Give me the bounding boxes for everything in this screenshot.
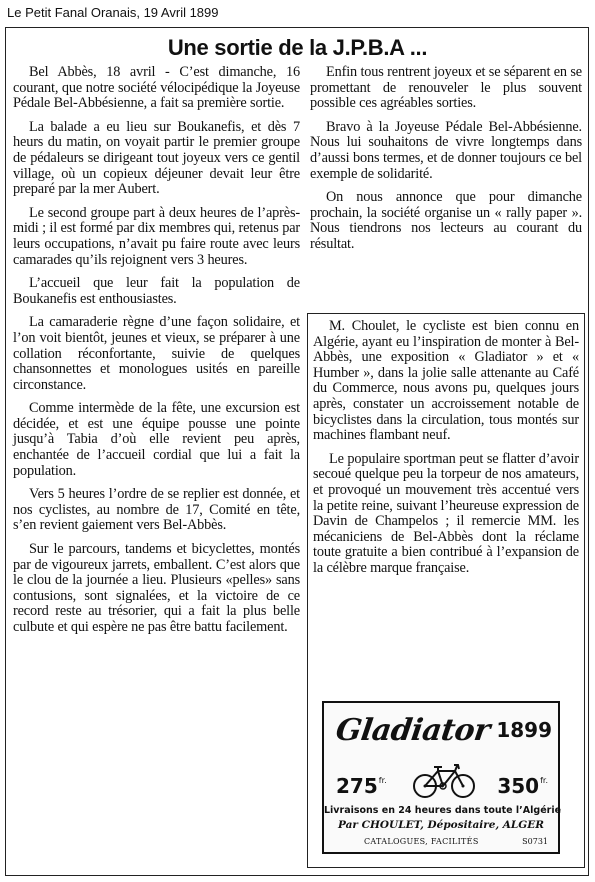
ad-delivery-line: Livraisons en 24 heures dans toute l’Algérie [324, 805, 562, 816]
paragraph: On nous annonce que pour dimanche prochain, la société organise un « rally paper ». Nous tiendrons nos lecteurs au courant du résultat. [310, 189, 582, 252]
paragraph: La balade a eu lieu sur Boukanefis, et dès 7 heurs du matin, on voyait partir le premier groupe de pédaleurs se dirigeant tout joyeux vers ce gentil village, où un copieux déjeuner devait leur être preparé par la mer Aubert. [13, 118, 300, 198]
paragraph: Comme intermède de la fête, une excursion est décidée, et est une équipe pousse une pointe jusqu’à Tabia d’où elle revient peu après, enchantée de l’accueil cordial que lui a fait la population. [13, 400, 300, 479]
paragraph: La camaraderie règne d’une façon solidaire, et l’on voit bientôt, jeunes et vieux, se préparer à une collation réconfortante, suivie de quelques chansonnettes et monologues usités en pareille circonstance. [13, 314, 300, 393]
right-column [310, 65, 582, 261]
paragraph: Bel Abbès, 18 avril - C’est dimanche, 16 courant, que notre société vélocipédique la Joyeuse Pédale Bel-Abbésienne, a fait sa première sortie. [13, 64, 300, 112]
ad-catalogues-line: CATALOGUES, FACILITÉS [364, 837, 479, 846]
ad-dealer-line: Par CHOULET, Dépositaire, ALGER [338, 819, 544, 831]
source-line: Le Petit Fanal Oranais, 19 Avril 1899 [7, 5, 219, 20]
bicycle-icon [412, 761, 476, 799]
ad-year: 1899 [496, 718, 552, 742]
paragraph: Sur le parcours, tandems et bicyclettes, montés par de vigoureux jarrets, emballent. C’est alors que le clou de la journée a lieu. Plusieurs «pelles» sans contusions, sont signalées, et la victoire de ce record reste au trésorier, qui a fait la plus belle culbute et qui espère ne pas être battu facilement. [13, 541, 300, 635]
paragraph: Enfin tous rentrent joyeux et se séparent en se promettant de renouveler le plus souvent possible ces agréables sorties. [310, 64, 582, 112]
paragraph: M. Choulet, le cycliste est bien connu en Algérie, ayant eu l’inspiration de monter à Bel-Abbès, une exposition « Gladiator » et « Humber », dans la jolie salle attenante au Café du Commerce, nous avons pu, quelques jours après, constater un accroissement notable de bicyclistes dans la circulation, tous montés sur machines flambant neuf. [313, 318, 579, 444]
paragraph: Bravo à la Joyeuse Pédale Bel-Abbésienne. Nous lui souhaitons de vivre longtemps dans d’aussi bons termes, et de donner toujours ce bel exemple de solidarité. [310, 118, 582, 182]
ad-price-1: $275^{fr.}$ [336, 774, 387, 798]
gladiator-advertisement [322, 701, 560, 854]
paragraph: Le populaire sportman peut se flatter d’avoir secoué quelque peu la torpeur de nos amateurs, et provoqué un mouvement très accentué vers la petite reine, suivant l’heureuse expression de Davin de Champelos ; il remercie MM. les mécaniciens de Bel-Abbès dont la réclame toute gratuite a bien contribué à l’expansion de la célèbre marque française. [313, 450, 579, 576]
paragraph: Vers 5 heures l’ordre de se replier est donnée, et nos cyclistes, au nombre de 17, Comité en tête, s’en revient gaiement vers Bel-Abbès. [13, 486, 300, 534]
ad-price-2: $350^{fr.}$ [497, 774, 548, 798]
ad-code: S0731 [522, 837, 548, 846]
boxed-article-text [313, 319, 579, 585]
ad-brand-row [332, 709, 554, 759]
left-column [13, 65, 300, 644]
headline: Une sortie de la J.P.B.A ... [167, 35, 428, 60]
paragraph: Le second groupe part à deux heures de l’après-midi ; il est formé par dix membres qui, retenus par leurs occupations, n’avait pu faire route avec leurs camarades qu’ils rejoignent vers 3 heures. [13, 204, 300, 268]
ad-brand: Gladiator [333, 713, 492, 748]
paragraph: L’accueil que leur fait la population de Boukanefis est enthousiastes. [13, 275, 300, 307]
